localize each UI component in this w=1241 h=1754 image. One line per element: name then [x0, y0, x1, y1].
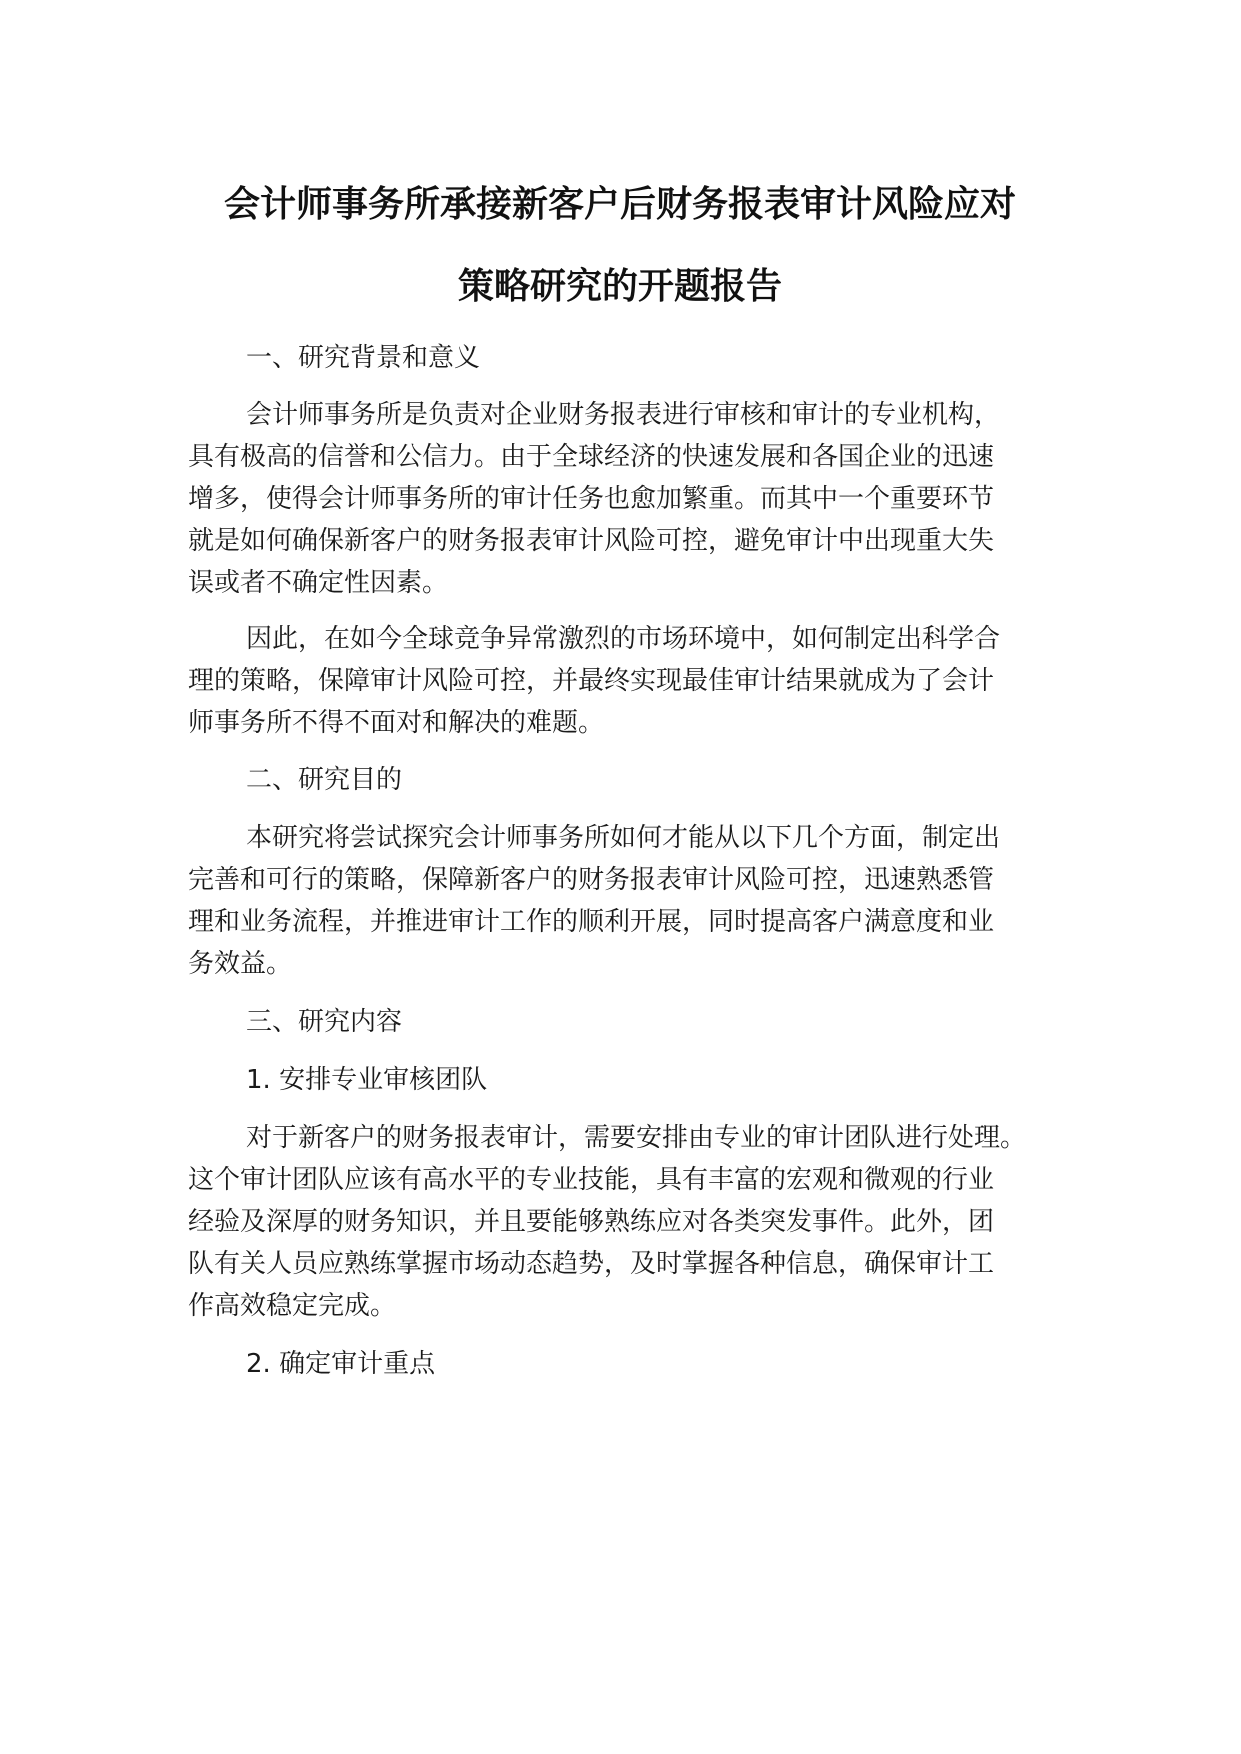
- paragraph-line: 经验及深厚的财务知识，并且要能够熟练应对各类突发事件。此外，团: [188, 1207, 995, 1237]
- section-heading-content: 三、研究内容: [246, 1007, 403, 1037]
- paragraph-line: 误或者不确定性因素。: [188, 568, 449, 598]
- paragraph-line: 完善和可行的策略，保障新客户的财务报表审计风险可控，迅速熟悉管: [188, 865, 995, 895]
- section-heading-purpose: 二、研究目的: [246, 765, 403, 795]
- paragraph-line: 会计师事务所是负责对企业财务报表进行审核和审计的专业机构，: [246, 400, 1001, 430]
- paragraph-line: 具有极高的信誉和公信力。由于全球经济的快速发展和各国企业的迅速: [188, 442, 995, 472]
- subsection-heading-team: 1. 安排专业审核团队: [246, 1065, 488, 1095]
- subsection-heading-focus: 2. 确定审计重点: [246, 1349, 436, 1379]
- section-heading-background: 一、研究背景和意义: [246, 343, 481, 373]
- paragraph-line: 师事务所不得不面对和解决的难题。: [188, 708, 605, 738]
- paragraph-line: 增多，使得会计师事务所的审计任务也愈加繁重。而其中一个重要环节: [188, 484, 995, 514]
- paragraph-line: 本研究将尝试探究会计师事务所如何才能从以下几个方面，制定出: [246, 823, 1001, 853]
- paragraph-line: 队有关人员应熟练掌握市场动态趋势，及时掌握各种信息，确保审计工: [188, 1249, 995, 1279]
- paragraph-line: 务效益。: [188, 949, 293, 979]
- paragraph-line: 因此，在如今全球竞争异常激烈的市场环境中，如何制定出科学合: [246, 624, 1001, 654]
- paragraph-line: 就是如何确保新客户的财务报表审计风险可控，避免审计中出现重大失: [188, 526, 995, 556]
- paragraph-line: 理和业务流程，并推进审计工作的顺利开展，同时提高客户满意度和业: [188, 907, 995, 937]
- paragraph-line: 这个审计团队应该有高水平的专业技能，具有丰富的宏观和微观的行业: [188, 1165, 995, 1195]
- document-title-line-2: 策略研究的开题报告: [457, 266, 782, 307]
- paragraph-line: 对于新客户的财务报表审计，需要安排由专业的审计团队进行处理。: [246, 1123, 1027, 1153]
- document-title-line-1: 会计师事务所承接新客户后财务报表审计风险应对: [223, 184, 1016, 225]
- paragraph-line: 理的策略，保障审计风险可控，并最终实现最佳审计结果就成为了会计: [188, 666, 995, 696]
- paragraph-line: 作高效稳定完成。: [188, 1291, 397, 1321]
